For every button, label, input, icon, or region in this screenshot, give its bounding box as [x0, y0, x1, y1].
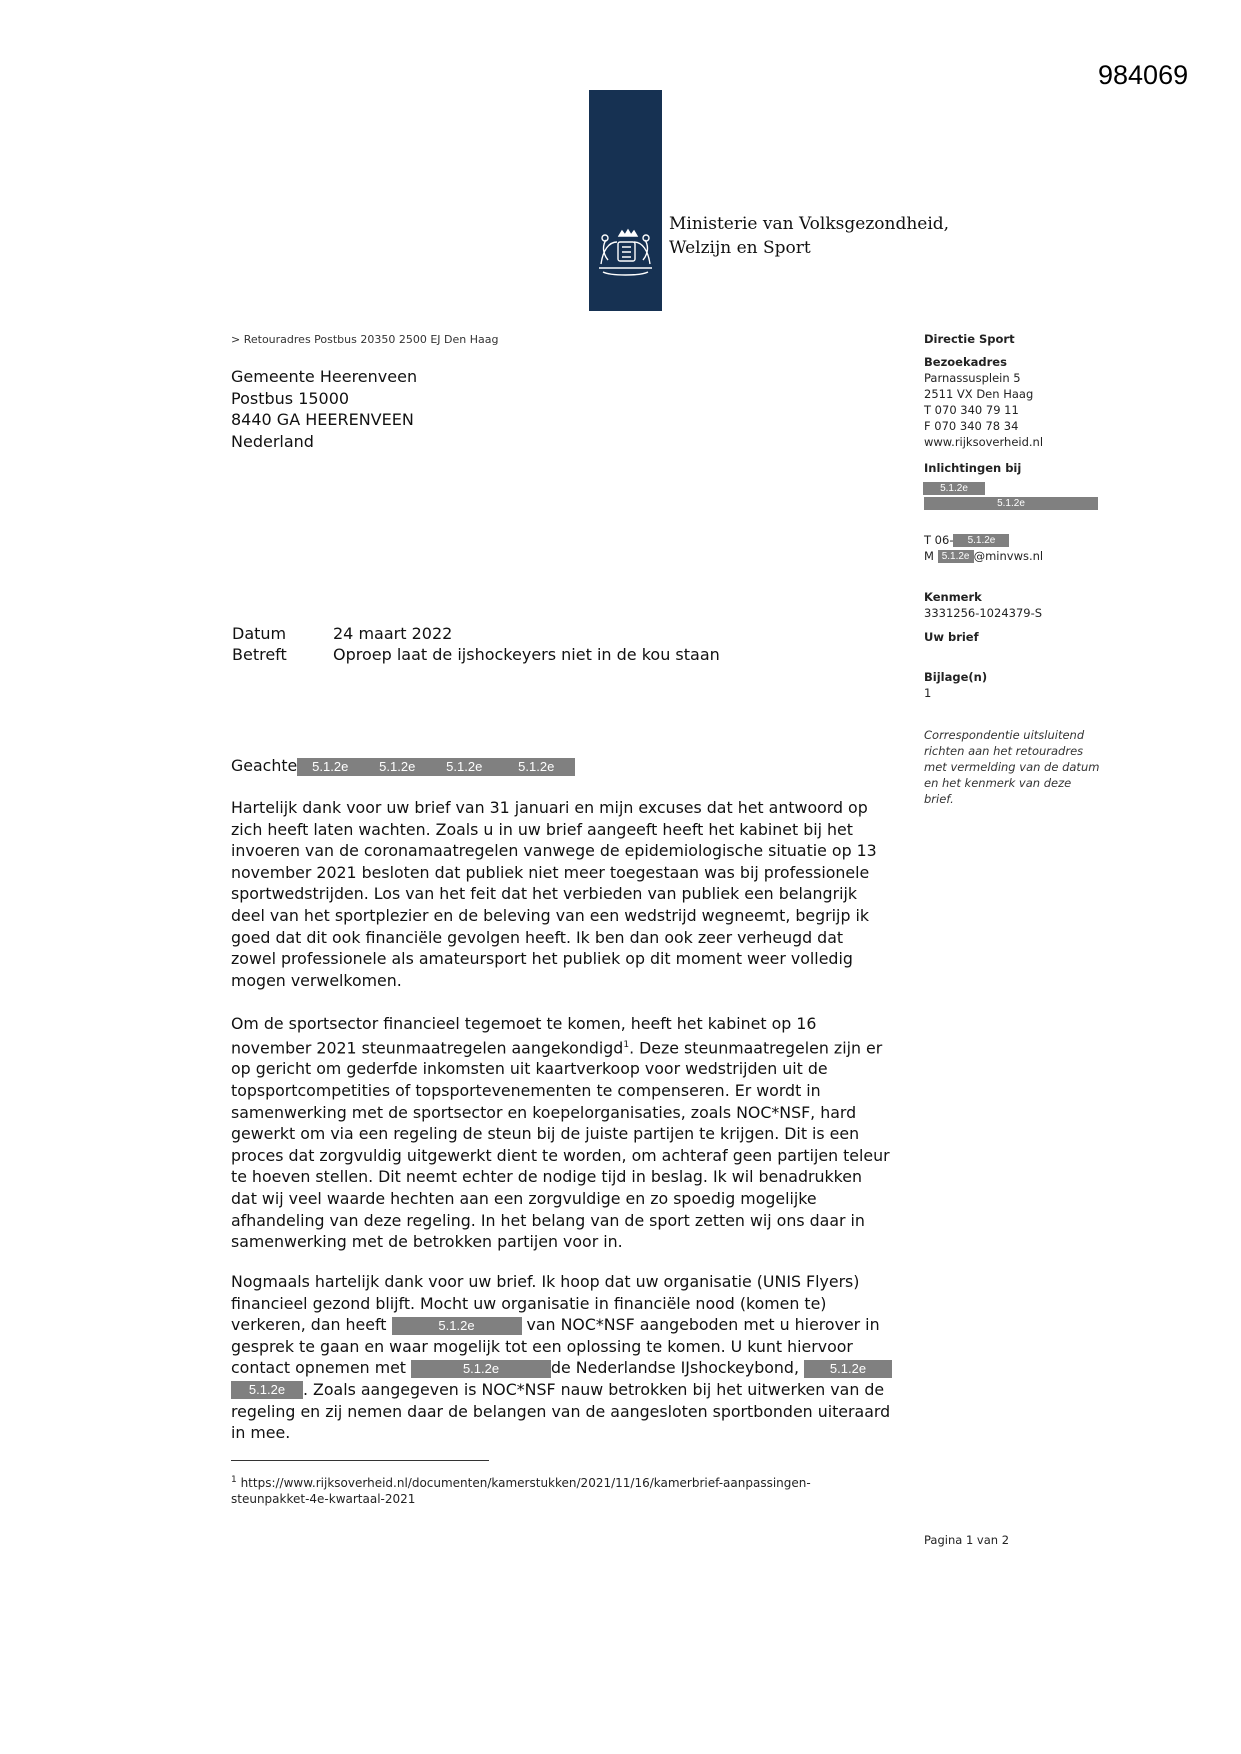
redaction-box: 5.1.2e: [924, 493, 1098, 507]
bezoekadres-line: 2511 VX Den Haag: [924, 387, 1034, 401]
redaction-box: 5.1.2e: [923, 478, 985, 492]
inlichtingen-label: Inlichtingen bij: [924, 461, 1022, 475]
contact-mail: [924, 548, 1124, 564]
salutation: [231, 755, 911, 777]
footnote-divider: [231, 1460, 489, 1461]
text-line: te hoeven stellen. Dit neemt echter de nodige tijd in beslag. Ik wil benadrukken: [231, 1167, 862, 1187]
bezoekadres-line: Parnassusplein 5: [924, 371, 1021, 385]
redaction-box: 5.1.2e: [411, 1360, 551, 1378]
bijlagen: [924, 669, 1124, 701]
mail-suffix: @minvws.nl: [973, 549, 1044, 563]
text-line: contact opnemen met 5.1.2e de Nederlandse IJshockeybond, 5.1.2e: [231, 1357, 911, 1379]
bijlagen-label: Bijlage(n): [924, 670, 988, 684]
redaction-box: 5.1.2e: [231, 1381, 303, 1399]
text-line: samenwerking met de sportsector en koepelorganisaties, zoals NOC*NSF, hard: [231, 1102, 857, 1122]
text-line: november 2021 steunmaatregelen aangekondigd$^1$. Deze steunmaatregelen zijn er: [231, 1037, 883, 1057]
betreft-label: Betreft: [232, 645, 287, 664]
redaction-box: 5.1.2e: [363, 758, 431, 776]
coat-of-arms-icon: [589, 90, 662, 311]
page-number: Pagina 1 van 2: [924, 1533, 1010, 1547]
recipient-line: Postbus 15000: [231, 388, 350, 408]
text-line: zowel professionele als amateursport het publiek op dit moment weer volledig: [231, 949, 853, 969]
text-line: op gericht om gederfde inkomsten uit kaartverkoop voor wedstrijden uit de: [231, 1059, 828, 1079]
text-line: topsportcompetities of topsportevenementen te compenseren. Er wordt in: [231, 1081, 821, 1101]
correspondence-note: [924, 727, 1124, 807]
note-line: met vermelding van de datum: [924, 760, 1100, 774]
letter-meta: [232, 623, 720, 665]
paragraph-3: [231, 1271, 911, 1444]
text-line: verkeren, dan heeft 5.1.2e van NOC*NSF aangeboden met u hierover in: [231, 1315, 880, 1335]
text-line: in mee.: [231, 1423, 291, 1443]
text-line: goed dat dit ook financiële gevolgen heeft. Ik ben dan ook zeer verheugd dat: [231, 927, 844, 947]
text-line: financieel gezond blijft. Mocht uw organisatie in financiële nood (komen te): [231, 1293, 827, 1313]
phone-prefix: T 06-: [924, 533, 954, 547]
text-line: zich heeft laten wachten. Zoals u in uw brief aangeeft heeft het kabinet bij het: [231, 819, 853, 839]
betreft-value: Oproep laat de ijshockeyers niet in de kou staan: [333, 645, 720, 664]
footnote-url-cont: steunpakket-4e-kwartaal-2021: [231, 1492, 416, 1506]
text-line: mogen verwelkomen.: [231, 970, 402, 990]
text-line: afhandeling van deze regeling. In het belang van de sport zetten wij ons daar in: [231, 1210, 865, 1230]
sidebar-directie: Directie Sport: [924, 332, 1015, 346]
footnote: [231, 1472, 871, 1507]
text-line: samenwerking met de betrokken partijen voor in.: [231, 1232, 623, 1252]
ministry-line-2: Welzijn en Sport: [669, 238, 811, 258]
redaction-box: 5.1.2e: [431, 758, 497, 776]
recipient-line: Gemeente Heerenveen: [231, 367, 418, 386]
footnote-ref: 1: [623, 1039, 630, 1050]
return-address: > Retouradres Postbus 20350 2500 EJ Den Haag: [231, 333, 499, 346]
ministry-line-1: Ministerie van Volksgezondheid,: [669, 214, 950, 234]
redaction-box: 5.1.2e: [392, 1317, 522, 1335]
text-line: 5.1.2e . Zoals aangegeven is NOC*NSF nauw betrokken bij het uitwerken van de: [231, 1379, 911, 1401]
redaction-box: 5.1.2e: [938, 550, 974, 563]
paragraph-1: [231, 797, 911, 991]
redaction-box: 5.1.2e: [297, 758, 363, 776]
recipient-address: [231, 366, 417, 452]
text-line: regeling en zij nemen daar de belangen van de aangesloten sportbonden uiteraard: [231, 1401, 891, 1421]
text-line: Nogmaals hartelijk dank voor uw brief. Ik hoop dat uw organisatie (UNIS Flyers): [231, 1272, 860, 1291]
sidebar-bezoekadres: [924, 354, 1124, 450]
kenmerk: [924, 589, 1124, 621]
document-number: 984069: [1098, 60, 1189, 90]
ministry-name: [669, 212, 949, 260]
bezoekadres-line: F 070 340 78 34: [924, 419, 1019, 433]
text-line: proces dat zorgvuldig uitgewerkt dient te worden, om achteraf geen partijen teleur: [231, 1145, 890, 1165]
datum-value: 24 maart 2022: [333, 624, 453, 643]
note-line: brief.: [924, 792, 954, 806]
text-line: Hartelijk dank voor uw brief van 31 januari en mijn excuses dat het antwoord op: [231, 798, 868, 817]
note-line: en het kenmerk van deze: [924, 776, 1072, 790]
bezoekadres-line: www.rijksoverheid.nl: [924, 435, 1044, 449]
kenmerk-value: 3331256-1024379-S: [924, 606, 1043, 620]
text-line: gewerkt om via een regeling de steun bij de juiste partijen te krijgen. Dit is een: [231, 1124, 860, 1144]
recipient-line: Nederland: [231, 431, 314, 451]
text-line: dat wij veel waarde hechten aan een zorgvuldige en zo spoedig mogelijke: [231, 1189, 817, 1209]
redaction-box: 5.1.2e: [497, 758, 575, 776]
mail-prefix: M: [924, 549, 934, 563]
bezoekadres-label: Bezoekadres: [924, 355, 1007, 369]
footnote-mark: 1: [231, 1475, 237, 1485]
salutation-text: Geachte: [231, 756, 298, 775]
paragraph-2: [231, 1013, 911, 1253]
kenmerk-label: Kenmerk: [924, 590, 982, 604]
note-line: richten aan het retouradres: [924, 744, 1084, 758]
note-line: Correspondentie uitsluitend: [924, 728, 1085, 742]
redaction-box: 5.1.2e: [953, 534, 1009, 547]
text-line: november 2021 besloten dat publiek niet meer toegestaan was bij professionele: [231, 862, 870, 882]
text-line: invoeren van de coronamaatregelen vanwege de epidemiologische situatie op 13: [231, 841, 877, 861]
redaction-box: 5.1.2e: [804, 1360, 892, 1378]
rijksoverheid-logo: [589, 90, 662, 311]
text-line: Om de sportsector financieel tegemoet te komen, heeft het kabinet op 16: [231, 1014, 817, 1033]
recipient-line: 8440 GA HEERENVEEN: [231, 410, 414, 429]
uw-brief: Uw brief: [924, 630, 979, 644]
contact-phone: [924, 532, 1124, 548]
footnote-url: https://www.rijksoverheid.nl/documenten/kamerstukken/2021/11/16/kamerbrief-aanpassingen-: [240, 1476, 811, 1490]
bezoekadres-line: T 070 340 79 11: [924, 403, 1019, 417]
text-line: sportwedstrijden. Los van het feit dat het verbieden van publiek een belangrijk: [231, 884, 857, 904]
text-line: deel van het sportplezier en de beleving van een wedstrijd wegneemt, begrijp ik: [231, 905, 870, 925]
bijlagen-value: 1: [924, 686, 932, 700]
text-line: gesprek te gaan en waar mogelijk tot een oplossing te komen. U kunt hiervoor: [231, 1336, 853, 1356]
datum-label: Datum: [232, 624, 287, 643]
